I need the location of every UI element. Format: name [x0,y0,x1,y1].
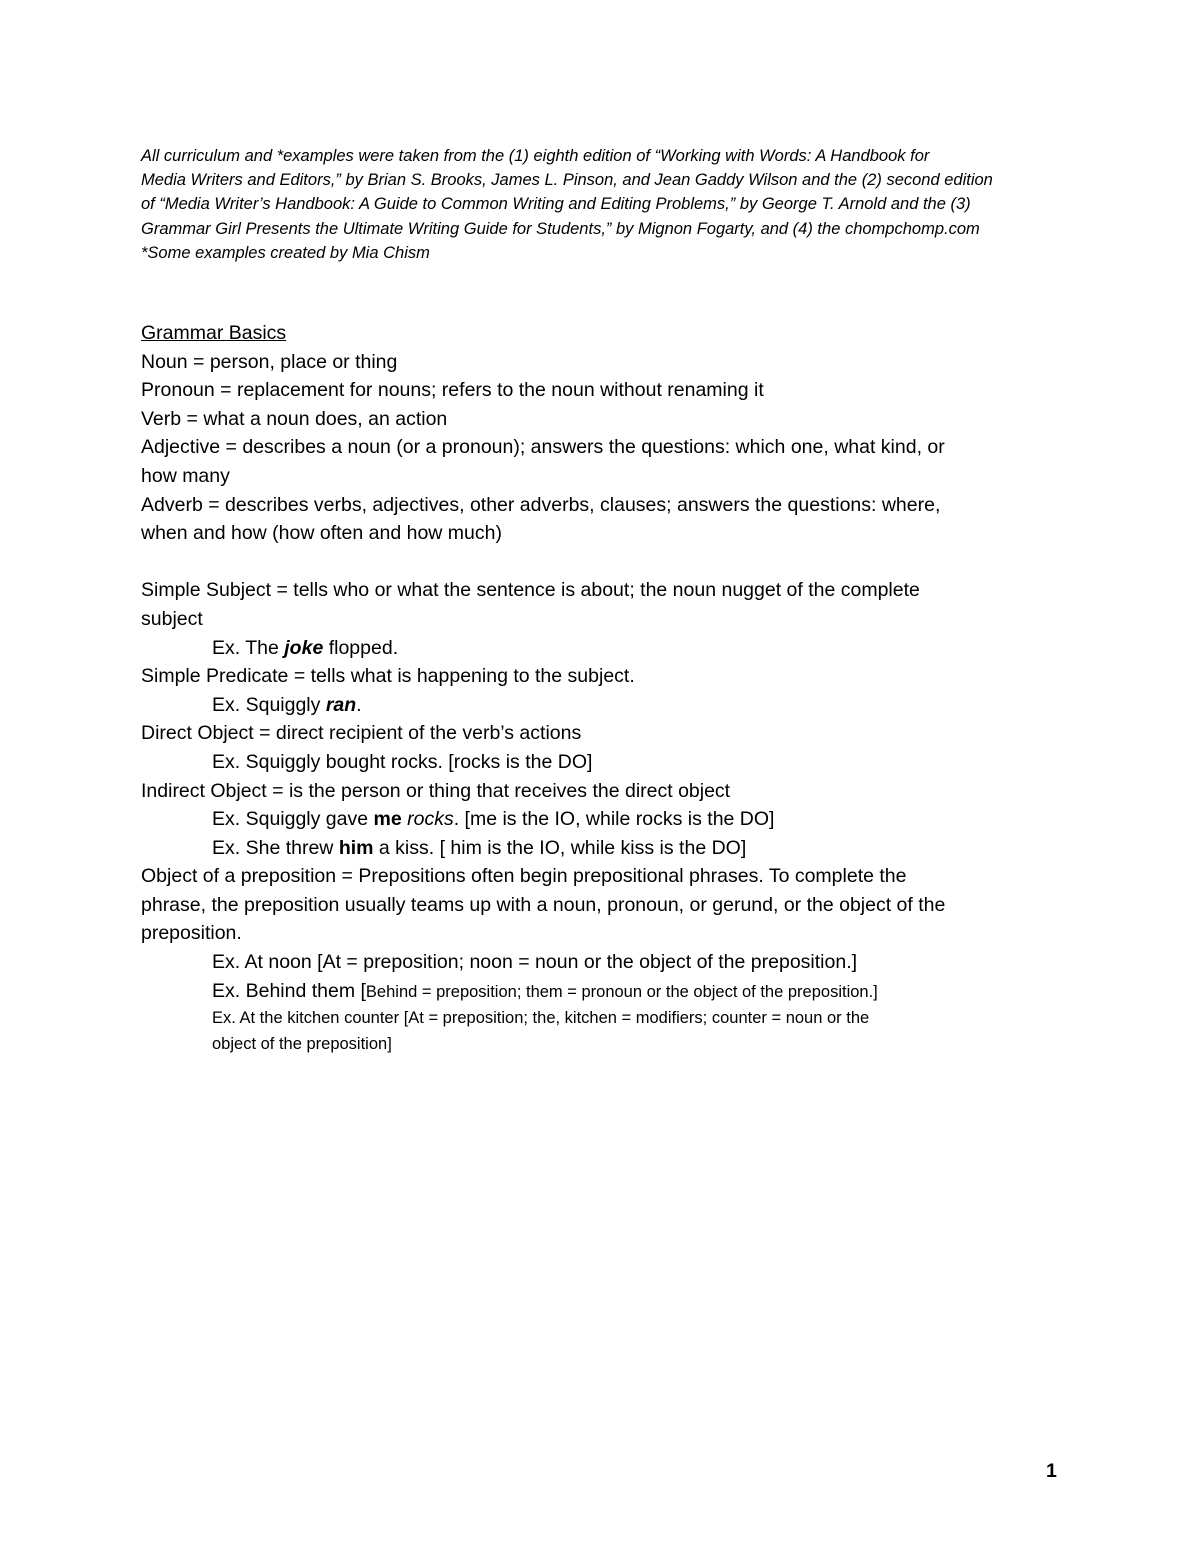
example-indirect-object [141,805,1061,834]
example-preposition: Ex. At the kitchen counter [At = preposition; the, kitchen = modifiers; counter = noun or the [212,1009,870,1028]
definition-direct-object: Direct Object = direct recipient of the verb’s actions [141,722,582,745]
example-subject [141,634,1061,663]
example-text: Ex. Squiggly [212,693,326,716]
example-text: Ex. Behind them [ [212,979,366,1002]
grammar-content [141,319,1061,1057]
definition-object-of-preposition-cont: phrase, the preposition usually teams up with a noun, pronoun, or gerund, or the object of the [141,893,946,916]
definition-adjective-cont: how many [141,464,230,487]
example-text: . [me is the IO, while rocks is the DO] [453,808,775,831]
example-text: . [356,693,362,716]
example-preposition [141,977,1061,1006]
example-indirect-object [141,834,1061,863]
paragraph-gap [141,548,1061,577]
example-preposition-cont: object of the preposition] [212,1035,392,1054]
definition-verb: Verb = what a noun does, an action [141,407,448,430]
example-text: flopped. [323,636,399,659]
citation-line: of “Media Writer’s Handbook: A Guide to Common Writing and Editing Problems,” by George T. Arnold and the (3) [141,195,971,214]
example-keyword: ran [325,693,357,716]
definition-adverb-cont: when and how (how often and how much) [141,522,502,545]
example-text-small: Behind = preposition; them = pronoun or the object of the preposition.] [365,982,878,1001]
citation-line: Media Writers and Editors,” by Brian S. Brooks, James L. Pinson, and Jean Gaddy Wilson and the (2) second edition [141,171,993,190]
example-keyword: him [338,836,374,859]
page-number: 1 [1046,1460,1057,1482]
section-heading: Grammar Basics [141,322,287,344]
definition-simple-subject: Simple Subject = tells who or what the sentence is about; the noun nugget of the complete [141,579,920,602]
definition-simple-predicate: Simple Predicate = tells what is happening to the subject. [141,665,635,688]
definition-adjective: Adjective = describes a noun (or a pronoun); answers the questions: which one, what kind, or [141,436,945,459]
definition-pronoun: Pronoun = replacement for nouns; refers to the noun without renaming it [141,379,764,402]
citation-line: All curriculum and *examples were taken from the (1) eighth edition of “Working with Words: A Handbook for [141,147,930,165]
citation-note [141,144,1061,265]
citation-line: Grammar Girl Presents the Ultimate Writing Guide for Students,” by Mignon Fogarty, and (4) the chompchomp.com [141,219,980,238]
definition-noun: Noun = person, place or thing [141,350,398,373]
example-text: Ex. The [212,636,285,659]
example-text: a kiss. [ him is the IO, while kiss is the DO] [373,836,747,859]
citation-line: *Some examples created by Mia Chism [141,243,430,262]
definition-object-of-preposition: Object of a preposition = Prepositions often begin prepositional phrases. To complete the [141,865,907,888]
definition-indirect-object: Indirect Object = is the person or thing that receives the direct object [141,779,731,802]
example-direct-object: Ex. Squiggly bought rocks. [rocks is the DO] [212,750,593,773]
example-keyword: joke [284,636,324,659]
example-keyword: me [373,808,402,831]
definition-object-of-preposition-cont: preposition. [141,922,242,945]
definition-adverb: Adverb = describes verbs, adjectives, other adverbs, clauses; answers the questions: where, [141,493,941,516]
definition-simple-subject-cont: subject [141,607,203,630]
example-keyword-italic: rocks [401,808,454,831]
example-text: Ex. She threw [212,836,339,859]
example-text: Ex. Squiggly gave [212,808,374,831]
example-predicate [141,691,1061,720]
example-preposition: Ex. At noon [At = preposition; noon = noun or the object of the preposition.] [212,951,858,974]
